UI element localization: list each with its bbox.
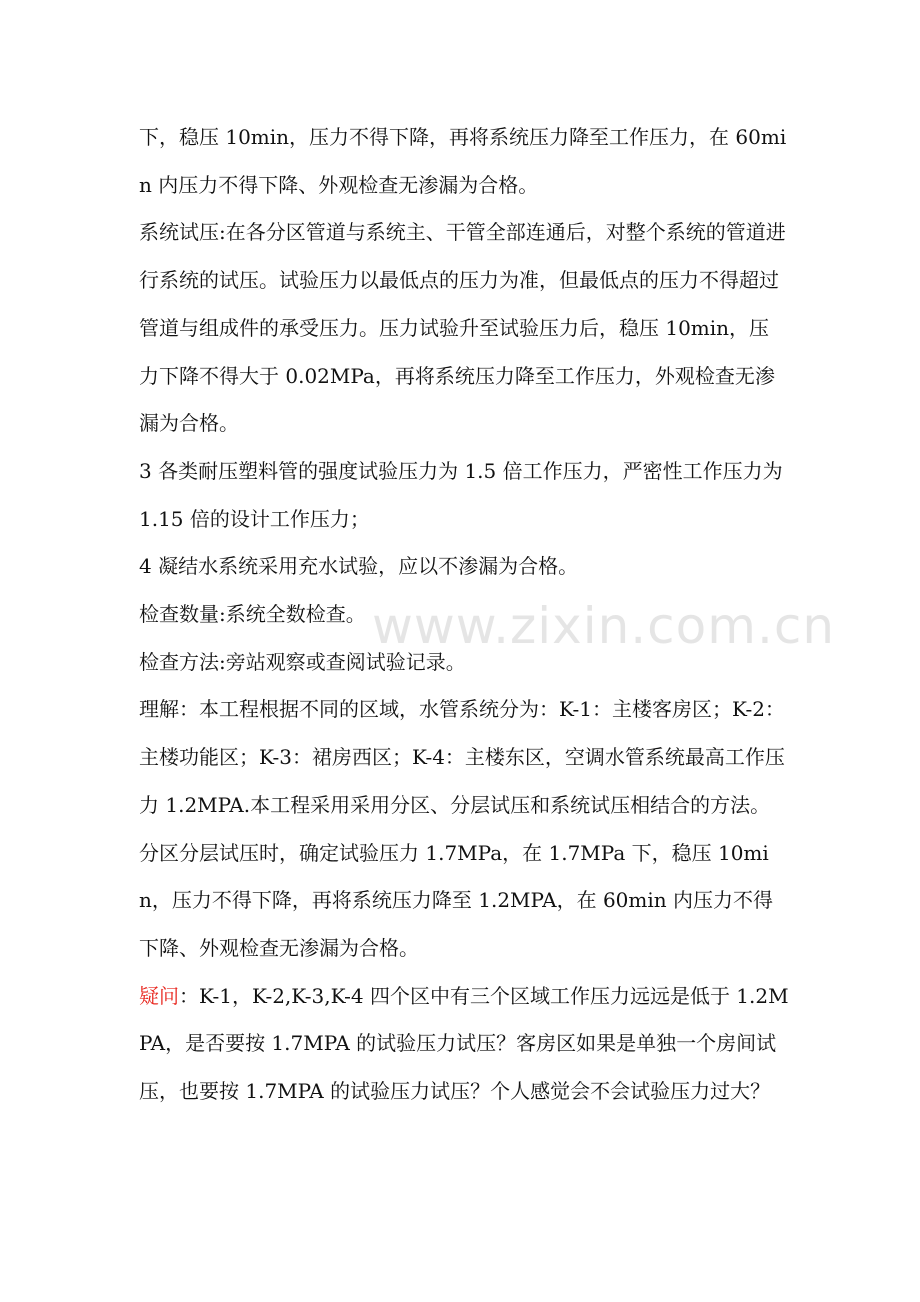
paragraph-item-3-plastic-pipe: 3 各类耐压塑料管的强度试验压力为 1.5 倍工作压力，严密性工作压力为 1.15 倍的设计工作压力； (139, 458, 783, 531)
question-text: ：K-1，K-2,K-3,K-4 四个区中有三个区域工作压力远远是低于 1.2MPA，是否要按 1.7MPA 的试验压力试压？客房区如果是单独一个房间试压，也要按 1.7MPA 的试验压力试压？个人感觉会不会试验压力过大？ (139, 983, 789, 1104)
paragraph-question (139, 973, 789, 1116)
paragraph-inspection-method: 检查方法:旁站观察或查阅试验记录。 (139, 649, 466, 674)
question-label: 疑问 (139, 983, 179, 1008)
paragraph-item-4-condensate: 4 凝结水系统采用充水试验，应以不渗漏为合格。 (139, 554, 579, 579)
paragraph-inspection-quantity: 检查数量:系统全数检查。 (139, 602, 366, 627)
document-body (139, 114, 789, 1116)
paragraph-continued-test-note: 下，稳压 10min，压力不得下降，再将系统压力降至工作压力，在 60min 内压力不得下降、外观检查无渗漏为合格。 (139, 125, 787, 197)
paragraph-system-pressure-test: 系统试压:在各分区管道与系统主、干管全部连通后，对整个系统的管道进行系统的试压。试验压力以最低点的压力为准，但最低点的压力不得超过管道与组成件的承受压力。压力试验升至试验压力后，稳压 10min，压力下降不得大于 0.02MPa，再将系统压力降至工作压力，外观检查无渗漏为合格。 (139, 220, 786, 436)
paragraph-understanding: 理解：本工程根据不同的区域，水管系统分为：K-1：主楼客房区；K-2：主楼功能区；K-3：裙房西区；K-4：主楼东区，空调水管系统最高工作压力 1.2MPA.本工程采用采用分区、分层试压和系统试压相结合的方法。分区分层试压时，确定试验压力 1.7MPa，在 1.7MPa 下，稳压 10min，压力不得下降，再将系统压力降至 1.2MPA，在 60min 内压力不得下降、外观检查无渗漏为合格。 (139, 697, 785, 960)
watermark-text: www.zixin.com.cn (372, 597, 836, 655)
